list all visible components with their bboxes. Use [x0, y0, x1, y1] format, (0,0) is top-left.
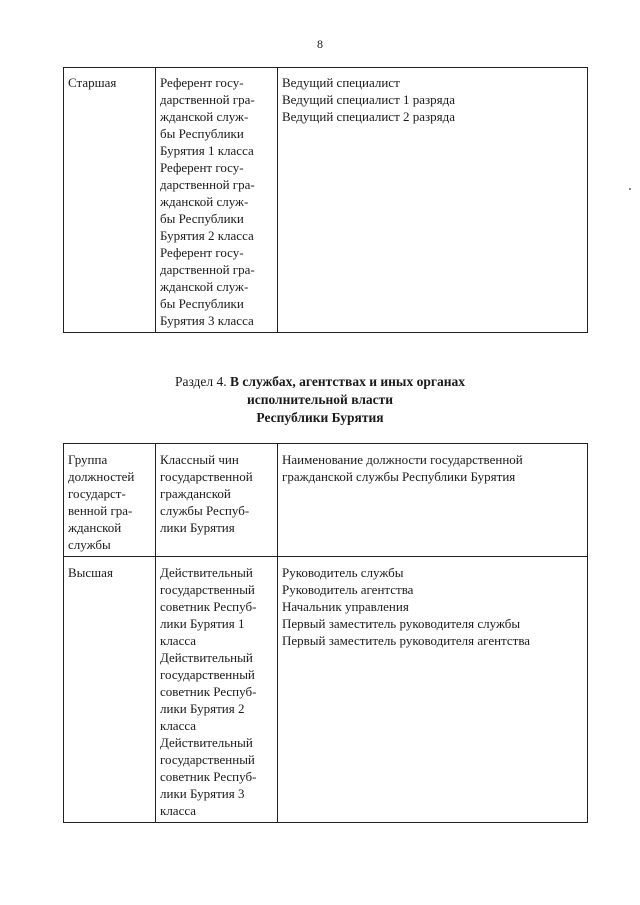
position-line: Ведущий специалист 2 разряда [282, 109, 456, 124]
position-line: Ведущий специалист 1 разряда [282, 92, 456, 107]
section-title-line2: исполнительной власти [246, 392, 394, 407]
section-prefix: Раздел 4. [174, 374, 231, 389]
header-line: государст- [68, 486, 126, 501]
group-label: Высшая [68, 565, 113, 580]
position-line: Первый заместитель руководителя службы [282, 616, 521, 631]
rank-line: лики Бурятия 3 [160, 786, 245, 801]
header-line: гражданской службы Республики Бурятия [282, 469, 516, 484]
table-row [64, 557, 588, 823]
rank-line: бы Республики [160, 211, 244, 226]
rank-line: бы Республики [160, 126, 244, 141]
rank-line: советник Респуб- [160, 684, 257, 699]
rank-line: Действительный [160, 565, 253, 580]
section-title-line3: Республики Бурятия [256, 410, 384, 425]
section-heading [0, 373, 640, 427]
rank-line: Действительный [160, 735, 253, 750]
rank-line: жданской служ- [160, 109, 249, 124]
position-cell [278, 557, 588, 823]
rank-line: Бурятия 1 класса [160, 143, 254, 158]
rank-line: класса [160, 803, 197, 818]
table-row [64, 68, 588, 333]
header-line: жданской [68, 520, 122, 535]
rank-line: государственный [160, 667, 255, 682]
header-line: государственной [160, 469, 253, 484]
header-rank-cell [156, 444, 278, 557]
position-line: Руководитель агентства [282, 582, 414, 597]
rank-line: Бурятия 3 класса [160, 313, 254, 328]
table-header-row [64, 444, 588, 557]
header-line: венной гра- [68, 503, 133, 518]
rank-line: Действительный [160, 650, 253, 665]
rank-line: Референт госу- [160, 245, 244, 260]
page-number: 8 [317, 37, 323, 51]
rank-line: советник Респуб- [160, 599, 257, 614]
header-line: гражданской [160, 486, 231, 501]
rank-cell [156, 68, 278, 333]
position-line: Начальник управления [282, 599, 409, 614]
header-position-cell [278, 444, 588, 557]
rank-line: дарственной гра- [160, 262, 255, 277]
header-line: службы [68, 537, 111, 552]
group-cell [64, 68, 156, 333]
rank-line: Референт госу- [160, 75, 244, 90]
rank-line: лики Бурятия 1 [160, 616, 245, 631]
rank-line: класса [160, 633, 197, 648]
section-title-line1: В службах, агентствах и иных органах [230, 374, 466, 389]
rank-line: советник Респуб- [160, 769, 257, 784]
header-line: лики Бурятия [160, 520, 235, 535]
rank-line: государственный [160, 582, 255, 597]
positions-table-highest [63, 443, 588, 823]
rank-line: жданской служ- [160, 194, 249, 209]
header-line: Классный чин [160, 452, 239, 467]
position-line: Первый заместитель руководителя агентства [282, 633, 531, 648]
header-line: Группа [68, 452, 108, 467]
group-label: Старшая [68, 75, 117, 90]
group-cell [64, 557, 156, 823]
position-cell [278, 68, 588, 333]
rank-line: государственный [160, 752, 255, 767]
rank-line: дарственной гра- [160, 177, 255, 192]
rank-line: Бурятия 2 класса [160, 228, 254, 243]
rank-cell [156, 557, 278, 823]
rank-line: дарственной гра- [160, 92, 255, 107]
rank-line: класса [160, 718, 197, 733]
scan-speck [629, 188, 631, 190]
header-group-cell [64, 444, 156, 557]
header-line: службы Респуб- [160, 503, 250, 518]
positions-table-senior [63, 67, 588, 333]
position-line: Ведущий специалист [282, 75, 400, 90]
header-line: Наименование должности государственной [282, 452, 523, 467]
rank-line: лики Бурятия 2 [160, 701, 245, 716]
rank-line: бы Республики [160, 296, 244, 311]
rank-line: Референт госу- [160, 160, 244, 175]
header-line: должностей [68, 469, 135, 484]
rank-line: жданской служ- [160, 279, 249, 294]
position-line: Руководитель службы [282, 565, 404, 580]
